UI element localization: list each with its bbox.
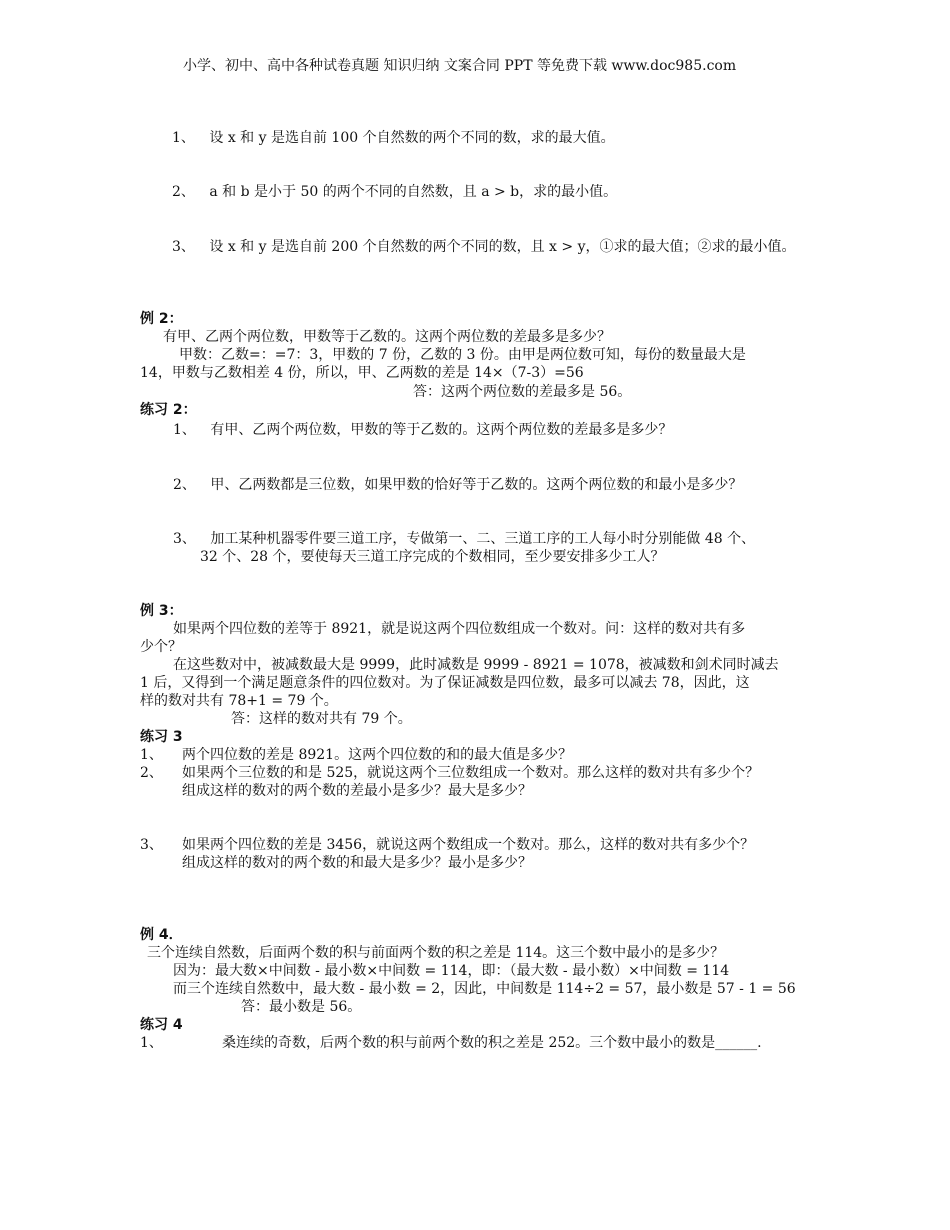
example2-solution-line: 14，甲数与乙数相差 4 份，所以，甲、乙两数的差是 14×（7-3）=56 [140, 365, 584, 381]
item-text: 设 x 和 y 是选自前 100 个自然数的两个不同的数，求的最大值。 [209, 130, 615, 146]
item-text: a 和 b 是小于 50 的两个不同的自然数，且 a > b，求的最小值。 [209, 184, 618, 200]
page-header: 小学、初中、高中各种试卷真题 知识归纳 文案合同 PPT 等免费下载 www.doc985.com [183, 58, 737, 74]
item-number: 1、 [173, 422, 196, 438]
item-number: 1、 [172, 130, 195, 146]
item-text: 设 x 和 y 是选自前 200 个自然数的两个不同的数，且 x > y，①求的最大值；②求的最小值。 [209, 239, 796, 255]
item-text: 加工某种机器零件要三道工序，专做第一、二、三道工序的工人每小时分别能做 48 个、 [210, 531, 756, 547]
practice4-title: 练习 4 [140, 1017, 183, 1033]
example2-solution-line: 甲数：乙数=：=7：3，甲数的 7 份，乙数的 3 份。由甲是两位数可知，每份的数量最大是 [179, 347, 746, 363]
example3-title: 例 3： [140, 603, 183, 619]
item-text: 桑连续的奇数，后两个数的积与前两个数的积之差是 252。三个数中最小的数是______. [222, 1035, 762, 1051]
item-text: 两个四位数的差是 8921。这两个四位数的和的最大值是多少？ [182, 747, 573, 763]
item-number: 3、 [140, 837, 163, 853]
item-text-continued: 组成这样的数对的两个数的差最小是多少？最大是多少？ [182, 783, 532, 799]
item-text: 有甲、乙两个两位数，甲数的等于乙数的。这两个两位数的差最多是多少？ [210, 422, 673, 438]
list-item [173, 530, 755, 548]
example2-title: 例 2： [140, 311, 183, 327]
example3-solution-line: 1 后，又得到一个满足题意条件的四位数对。为了保证减数是四位数，最多可以减去 78，因此，这 [140, 675, 750, 691]
item-text: 如果两个三位数的和是 525，就说这两个三位数组成一个数对。那么这样的数对共有多少个？ [182, 765, 760, 781]
item-text-continued: 32 个、28 个，要使每天三道工序完成的个数相同，至少要安排多少工人？ [200, 549, 665, 565]
item-text-continued: 组成这样的数对的两个数的和最大是多少？最小是多少？ [182, 855, 532, 871]
item-number: 2、 [173, 477, 196, 493]
practice3-title: 练习 3 [140, 729, 183, 745]
item-text: 如果两个四位数的差是 3456，就说这两个数组成一个数对。那么，这样的数对共有多少个？ [182, 837, 755, 853]
list-item [140, 746, 163, 764]
list-item [173, 421, 672, 439]
list-item [140, 764, 163, 782]
list-item [172, 183, 617, 201]
example3-solution-line: 样的数对共有 78+1 = 79 个。 [140, 693, 338, 709]
practice2-title: 练习 2： [140, 402, 197, 418]
item-number: 2、 [172, 184, 195, 200]
example4-question: 三个连续自然数，后面两个数的积与前面两个数的积之差是 114。这三个数中最小的是多少？ [147, 945, 725, 961]
list-item [172, 129, 615, 147]
item-number: 3、 [173, 531, 196, 547]
example3-solution-line: 在这些数对中，被减数最大是 9999，此时减数是 9999 - 8921 = 1078，被减数和剑术同时减去 [173, 657, 779, 673]
example4-title: 例 4． [140, 927, 183, 943]
item-number: 1、 [140, 747, 163, 763]
example2-answer: 答：这两个两位数的差最多是 56。 [413, 384, 632, 400]
item-number: 1、 [140, 1035, 163, 1051]
list-item [140, 836, 163, 854]
list-item [140, 1034, 163, 1052]
list-item [173, 476, 742, 494]
example3-question: 如果两个四位数的差等于 8921，就是说这两个四位数组成一个数对。问：这样的数对共有多 [173, 621, 746, 637]
item-text: 甲、乙两数都是三位数，如果甲数的恰好等于乙数的。这两个两位数的和最小是多少？ [210, 477, 743, 493]
example4-solution-line: 因为：最大数×中间数 - 最小数×中间数 = 114，即：（最大数 - 最小数）×中间数 = 114 [173, 963, 730, 979]
item-number: 2、 [140, 765, 163, 781]
example3-answer: 答：这样的数对共有 79 个。 [231, 711, 412, 727]
example4-answer: 答：最小数是 56。 [241, 999, 362, 1015]
list-item [172, 238, 796, 256]
example3-question-continued: 少个？ [140, 639, 182, 655]
example2-question: 有甲、乙两个两位数，甲数等于乙数的。这两个两位数的差最多是多少？ [163, 329, 611, 345]
item-number: 3、 [172, 239, 195, 255]
example4-solution-line: 而三个连续自然数中，最大数 - 最小数 = 2，因此，中间数是 114÷2 = 57，最小数是 57 - 1 = 56 [173, 981, 796, 997]
